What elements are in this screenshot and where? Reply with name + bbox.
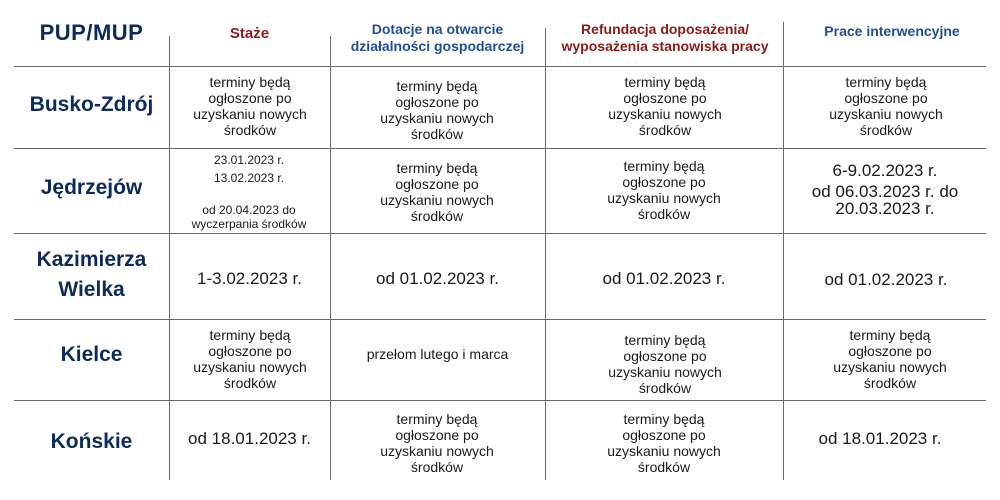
table-cell: 13.02.2023 r.	[213, 171, 285, 185]
table-cell: terminy będą ogłoszone po uzyskaniu nowych środków	[380, 160, 494, 224]
table-title: PUP/MUP	[39, 20, 144, 45]
column-header-prace-interwencyjne: Prace interwencyjne	[824, 23, 960, 39]
table-cell: terminy będą ogłoszone po uzyskaniu nowych środków	[380, 411, 494, 475]
table-cell: od 18.01.2023 r.	[818, 429, 942, 448]
column-header-staze: Staże	[229, 25, 270, 42]
row-label-busko-zdroj: Busko-Zdrój	[29, 93, 154, 116]
column-header-refundacja: Refundacja doposażenia/ wyposażenia stanowiska pracy	[561, 21, 769, 54]
table-cell: terminy będą ogłoszone po uzyskaniu nowych środków	[607, 411, 721, 475]
row-divider	[14, 319, 986, 320]
table-cell: terminy będą ogłoszone po uzyskaniu nowych środków	[829, 74, 943, 138]
table-cell: 6-9.02.2023 r.	[832, 161, 938, 180]
table-cell: terminy będą ogłoszone po uzyskaniu nowych środków	[608, 332, 722, 396]
column-divider	[169, 36, 170, 480]
table-cell: od 06.03.2023 r. do 20.03.2023 r.	[811, 182, 959, 218]
table-cell: od 20.04.2023 do wyczerpania środków	[191, 203, 307, 231]
table-cell: od 18.01.2023 r.	[188, 429, 311, 448]
table-cell: od 01.02.2023 r.	[824, 270, 948, 289]
table-cell: 1-3.02.2023 r.	[197, 269, 302, 288]
row-label-konskie: Końskie	[50, 430, 133, 453]
table-cell: od 01.02.2023 r.	[602, 269, 726, 288]
header-divider	[14, 66, 986, 67]
table-cell: terminy będą ogłoszone po uzyskaniu nowych środków	[380, 78, 494, 142]
table-cell: terminy będą ogłoszone po uzyskaniu nowych środków	[608, 74, 722, 138]
column-divider	[545, 28, 546, 480]
row-divider	[14, 400, 986, 401]
row-label-jedrzejow: Jędrzejów	[40, 176, 143, 199]
row-label-kazimierza-wielka: Kazimierza Wielka	[36, 248, 147, 301]
table-cell: terminy będą ogłoszone po uzyskaniu nowych środków	[193, 74, 307, 138]
table-cell: przełom lutego i marca	[366, 346, 509, 362]
row-divider	[14, 233, 986, 234]
table-cell: 23.01.2023 r.	[213, 153, 285, 167]
row-label-kielce: Kielce	[60, 343, 123, 366]
table-cell: od 01.02.2023 r.	[376, 269, 499, 288]
column-divider	[330, 36, 331, 480]
row-divider	[14, 148, 986, 149]
column-divider	[783, 22, 784, 480]
table-cell: terminy będą ogłoszone po uzyskaniu nowych środków	[607, 158, 721, 222]
table-cell: terminy będą ogłoszone po uzyskaniu nowych środków	[193, 327, 307, 391]
column-header-dotacje: Dotacje na otwarcie działalności gospodarczej	[350, 21, 525, 54]
table-cell: terminy będą ogłoszone po uzyskaniu nowych środków	[833, 327, 947, 391]
